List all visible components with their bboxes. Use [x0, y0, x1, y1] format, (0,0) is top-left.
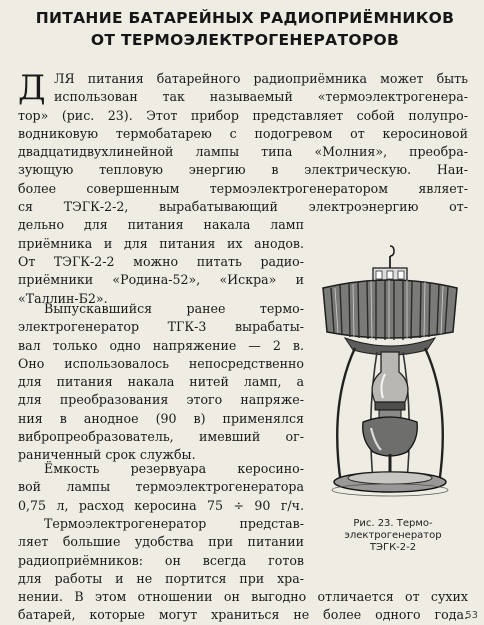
text-line: нении. В этом отношении он выгодно отличается от сухих	[18, 589, 468, 605]
text-line: ния в анодное (90 в) применялся	[18, 410, 304, 426]
figure-caption-line3: ТЭГК-2-2	[369, 542, 417, 553]
text-line: вал только одно напряжение — 2 в.	[18, 337, 304, 353]
text-line: дельно для питания накала ламп	[18, 217, 304, 233]
text-line: «Таллин-Б2».	[18, 290, 108, 306]
text-line: тор» (рис. 23). Этот прибор представляет собой полупро-	[18, 107, 468, 123]
thermoelectric-generator-lamp-illustration	[315, 244, 465, 504]
text-line: использован так называемый «термоэлектрогенера-	[54, 89, 468, 105]
text-line: радиоприёмников: он всегда готов	[18, 552, 304, 568]
text-line: Оно использовалось непосредственно	[18, 355, 304, 371]
generator-lamp-drawing	[315, 244, 465, 504]
text-line: 0,75 л, расход керосина 75 ÷ 90 г/ч.	[18, 497, 304, 513]
text-line: ЛЯ питания батарейного радиоприёмника может быть	[54, 71, 468, 86]
text-line: ляет большие удобства при питании	[18, 534, 304, 550]
text-line: Ёмкость резервуара керосино-	[44, 461, 304, 476]
text-line: приёмника и для питания их анодов.	[18, 235, 304, 251]
page-number: 53	[465, 610, 478, 621]
text-line: вой лампы термоэлектрогенератора	[18, 479, 304, 495]
section-heading-line1: ПИТАНИЕ БАТАРЕЙНЫХ РАДИОПРИЁМНИКОВ	[35, 9, 455, 27]
text-line: электрогенератор ТГК-3 вырабаты-	[18, 319, 304, 335]
text-line: двадцатидвухлинейной лампы типа «Молния», преобра-	[18, 144, 468, 160]
text-line: вибропреобразователь, имевший ог-	[18, 429, 304, 445]
text-line: батарей, которые могут храниться не более одного года.	[18, 607, 468, 623]
text-line: водниковую термобатарею с подогревом от керосиновой	[18, 125, 468, 141]
text-line: приёмники «Родина-52», «Искра» и	[18, 272, 304, 288]
text-line: От ТЭГК-2-2 можно питать радио-	[18, 253, 304, 269]
text-line: зующую тепловую энергию в электрическую. Наи-	[18, 162, 468, 178]
text-line: для преобразования этого напряже-	[18, 392, 304, 408]
text-line: для работы и не портится при хра-	[18, 570, 304, 586]
text-line: Выпускавшийся ранее термо-	[44, 301, 304, 316]
text-line: Термоэлектрогенератор представ-	[44, 516, 304, 531]
text-line: для питания накала нитей ламп, а	[18, 374, 304, 390]
figure-caption-line2: электрогенератор	[344, 530, 442, 541]
figure-caption-line1: Рис. 23. Термо-	[353, 518, 433, 529]
section-heading-line2: ОТ ТЕРМОЭЛЕКТРОГЕНЕРАТОРОВ	[90, 31, 400, 49]
text-line: ся ТЭГК-2-2, вырабатывающий электроэнергию от-	[18, 199, 468, 215]
text-line: более совершенным термоэлектрогенератором являет-	[18, 180, 468, 196]
drop-cap-letter: Д	[18, 68, 46, 108]
text-line: раниченный срок службы.	[18, 447, 196, 463]
